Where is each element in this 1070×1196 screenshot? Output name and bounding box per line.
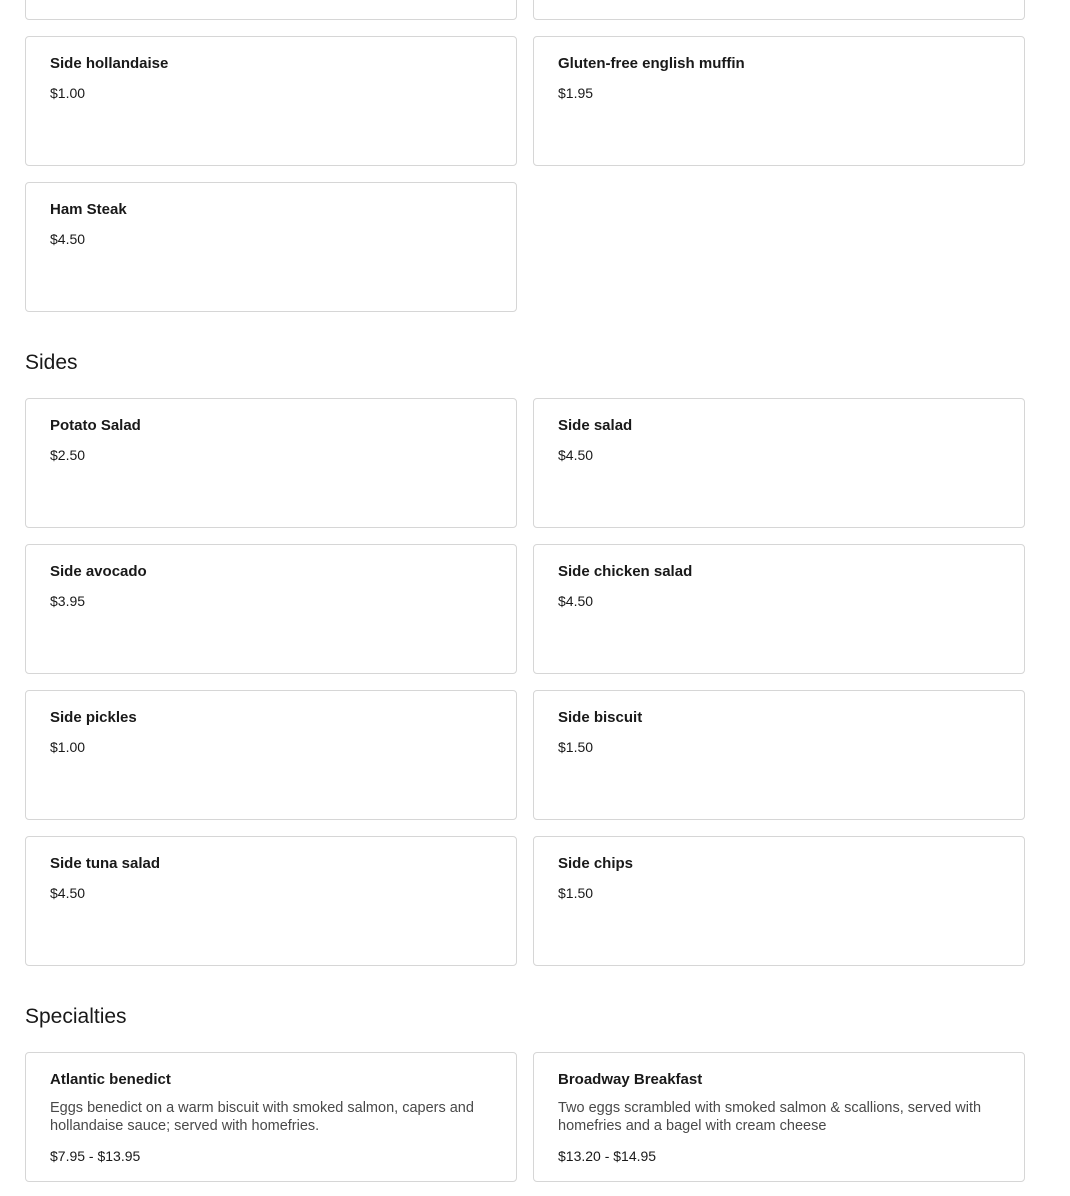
specialties-items-grid: [25, 1052, 1025, 1182]
item-price: $1.00: [50, 85, 86, 101]
menu-item-card[interactable]: [25, 1052, 517, 1182]
menu-item-card[interactable]: [25, 398, 517, 528]
top-items-grid: [25, 36, 1025, 312]
menu-item-card[interactable]: [533, 544, 1025, 674]
item-price: $2.50: [50, 447, 86, 463]
menu-item-card[interactable]: [533, 0, 1025, 20]
menu-item-card[interactable]: [25, 36, 517, 166]
item-price: $3.95: [50, 593, 86, 609]
item-name: Side chips: [558, 855, 634, 872]
item-price: $13.20 - $14.95: [558, 1148, 657, 1164]
item-name: Atlantic benedict: [50, 1071, 171, 1088]
menu-item-card[interactable]: [25, 182, 517, 312]
item-name: Side pickles: [50, 709, 137, 726]
item-name: Side avocado: [50, 563, 147, 580]
menu-item-card[interactable]: [25, 0, 517, 20]
item-name: Side hollandaise: [50, 55, 169, 72]
item-description: Eggs benedict on a warm biscuit with smoked salmon, capers and hollandaise sauce; served with homefries.: [50, 1100, 474, 1134]
item-name: Broadway Breakfast: [558, 1071, 703, 1088]
section-title-sides: Sides: [25, 351, 78, 374]
menu-item-card[interactable]: [25, 544, 517, 674]
menu-item-card[interactable]: [533, 690, 1025, 820]
menu-item-card[interactable]: [25, 836, 517, 966]
item-price: $1.00: [50, 739, 86, 755]
item-name: Side salad: [558, 417, 633, 434]
menu-item-card[interactable]: [533, 398, 1025, 528]
partial-items-grid: [25, 0, 1025, 20]
item-name: Ham Steak: [50, 201, 127, 218]
item-description: Two eggs scrambled with smoked salmon & scallions, served with homefries and a bagel with cream cheese: [558, 1100, 982, 1134]
item-price: $4.50: [558, 593, 594, 609]
item-name: Potato Salad: [50, 417, 141, 434]
item-price: $1.50: [558, 885, 594, 901]
item-price: $1.95: [558, 85, 594, 101]
item-name: Side tuna salad: [50, 855, 161, 872]
sides-items-grid: [25, 398, 1025, 966]
item-price: $4.50: [50, 231, 86, 247]
menu-item-card[interactable]: [533, 36, 1025, 166]
item-price: $4.50: [558, 447, 594, 463]
item-name: Side biscuit: [558, 709, 643, 726]
item-name: Gluten-free english muffin: [558, 55, 745, 72]
menu-item-card[interactable]: [25, 690, 517, 820]
item-name: Side chicken salad: [558, 563, 693, 580]
item-price: $4.50: [50, 885, 86, 901]
menu-item-card[interactable]: [533, 836, 1025, 966]
item-price: $1.50: [558, 739, 594, 755]
menu-item-card[interactable]: [533, 1052, 1025, 1182]
item-price: $7.95 - $13.95: [50, 1148, 141, 1164]
section-title-specialties: Specialties: [25, 1005, 127, 1028]
